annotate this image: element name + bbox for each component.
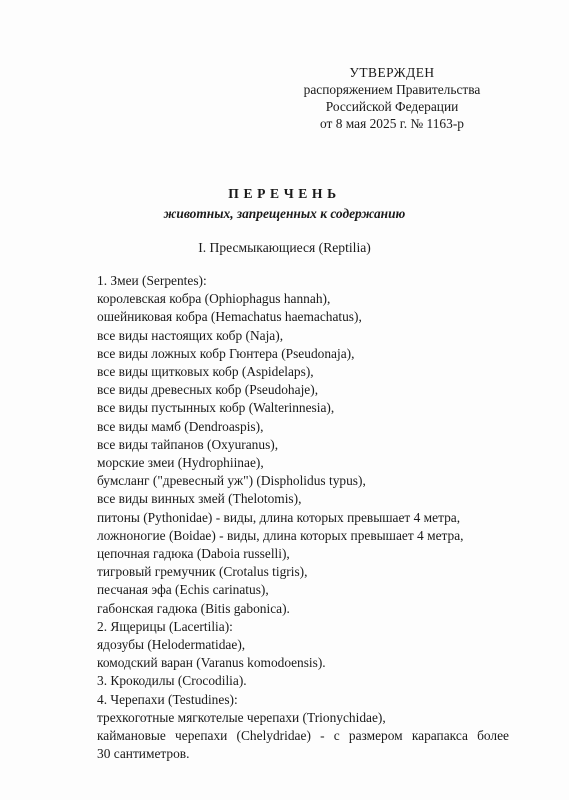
list-item: трехкоготные мягкотелые черепахи (Trionychidae),	[97, 709, 386, 725]
list-item: все виды щитковых кобр (Aspidelaps),	[97, 364, 314, 380]
approval-line: Российской Федерации	[325, 99, 459, 114]
approval-line: распоряжением Правительства	[303, 82, 481, 97]
list-item-last	[97, 727, 509, 763]
list-item: все виды винных змей (Thelotomis),	[97, 491, 302, 507]
approval-line: от 8 мая 2025 г. № 1163-р	[320, 116, 464, 131]
list-item: габонская гадюка (Bitis gabonica).	[97, 600, 290, 616]
list-item: все виды мамб (Dendroaspis),	[97, 418, 264, 434]
section-heading: I. Пресмыкающиеся (Reptilia)	[198, 240, 371, 255]
list-item: все виды древесных кобр (Pseudohaje),	[97, 382, 319, 398]
list-item-last-line1: каймановые черепахи (Chelydridae) - с размером карапакса более	[97, 728, 509, 744]
list-item: 4. Черепахи (Testudines):	[97, 691, 238, 707]
list-item: 1. Змеи (Serpentes):	[97, 273, 207, 288]
list-item-last-line2: 30 сантиметров.	[97, 746, 190, 762]
list-item: 3. Крокодилы (Crocodilia).	[97, 673, 247, 689]
list-item: королевская кобра (Ophiophagus hannah),	[97, 291, 331, 307]
list-item: песчаная эфа (Echis carinatus),	[97, 582, 269, 598]
list-item: ложноногие (Boidae) - виды, длина которых превышает 4 метра,	[97, 527, 464, 543]
list-item: все виды ложных кобр Гюнтера (Pseudonaja),	[97, 345, 355, 361]
list-item: морские змеи (Hydrophiinae),	[97, 455, 264, 471]
list-item: питоны (Pythonidae) - виды, длина которых превышает 4 метра,	[97, 509, 461, 525]
animal-list	[97, 272, 509, 763]
list-item: комодский варан (Varanus komodoensis).	[97, 655, 326, 671]
list-item: ядозубы (Helodermatidae),	[97, 637, 246, 653]
list-item: все виды пустынных кобр (Walterinnesia),	[97, 400, 335, 416]
list-item: тигровый гремучник (Crotalus tigris),	[97, 564, 308, 580]
list-item: цепочная гадюка (Daboia russelli),	[97, 546, 290, 562]
approval-heading: УТВЕРЖДЕН	[349, 65, 435, 80]
list-item: все виды настоящих кобр (Naja),	[97, 327, 284, 343]
document-title: ПЕРЕЧЕНЬ	[228, 186, 341, 201]
list-item: ошейниковая кобра (Hemachatus haemachatus),	[97, 309, 362, 325]
list-item: все виды тайпанов (Oxyuranus),	[97, 436, 279, 452]
document-subtitle: животных, запрещенных к содержанию	[163, 206, 406, 221]
list-item: 2. Ящерицы (Lacertilia):	[97, 618, 233, 634]
approval-stamp	[297, 64, 487, 132]
list-item: бумсланг ("древесный уж") (Dispholidus typus),	[97, 473, 366, 489]
